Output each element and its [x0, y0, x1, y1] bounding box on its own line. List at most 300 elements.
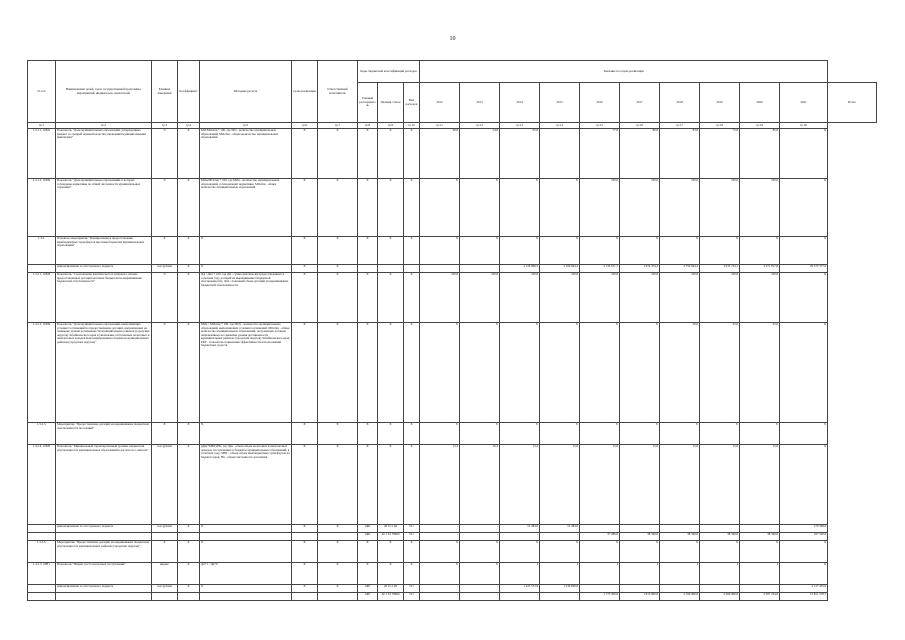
table-cell: 2 587 234,0 — [740, 592, 780, 600]
table-cell: X — [660, 422, 700, 444]
table-cell: 511 — [404, 532, 420, 540]
table-cell: X — [780, 236, 828, 264]
table-cell — [152, 532, 178, 540]
table-cell: X — [700, 422, 740, 444]
table-cell — [660, 584, 700, 592]
table-cell: X — [200, 524, 292, 532]
table-cell: X — [780, 444, 828, 524]
table-cell: 54,0 — [460, 128, 500, 178]
table-cell: Показатель "Соотношение фактического и планового объема предоставленных дотаций местным бюджетам на выравнивание бюджетной обеспеченности" — [56, 272, 152, 322]
table-cell: X — [178, 562, 200, 584]
header-year-2019: 2019 — [700, 83, 740, 123]
table-cell: X — [460, 422, 500, 444]
table-cell: 15,0 — [660, 444, 700, 524]
table-row — [28, 422, 877, 444]
table-cell: 25,0 — [740, 322, 780, 422]
column-number-cell: гр.18 — [700, 123, 740, 129]
table-cell: X — [318, 128, 358, 178]
table-cell: Показатель "Доля муниципальных образований, в которых соблюдены нормативы по общей численности муниципальных служащих" — [56, 178, 152, 236]
table-cell: 20 1 32 78060 — [378, 532, 404, 540]
table-cell: X — [780, 562, 828, 584]
column-number-cell: гр.20 — [780, 123, 828, 129]
table-cell: 1.3.1.1. 10М1 — [28, 128, 56, 178]
table-cell: % — [152, 128, 178, 178]
table-cell: X — [420, 322, 460, 422]
table-cell: X — [620, 422, 660, 444]
table-cell: 167 520,0 — [780, 532, 828, 540]
table-cell: 100,0 — [420, 272, 460, 322]
table-cell: - — [540, 532, 580, 540]
table-cell: 15 851 578,7 — [780, 592, 828, 600]
table-cell: 38 349,0 — [700, 532, 740, 540]
table-cell: X — [318, 444, 358, 524]
table-cell: X — [292, 422, 318, 444]
table-cell: 1401 — [358, 592, 378, 600]
table-cell: 1.3.2. — [28, 236, 56, 264]
table-cell: X — [318, 322, 358, 422]
column-number-cell: гр.7 — [318, 123, 358, 129]
table-cell: Дн+1 / Дн+0 — [200, 562, 292, 584]
table-cell: X — [700, 540, 740, 562]
table-cell: 16,3 — [460, 444, 500, 524]
table-cell: X — [358, 444, 378, 524]
table-cell: X — [780, 540, 828, 562]
table-cell: Мероприятие "Предоставление дотаций на выравнивание бюджетной обеспеченности муниципальных районов (городских округов)" — [56, 540, 152, 562]
table-cell — [740, 524, 780, 532]
table-cell: X — [540, 322, 580, 422]
table-cell — [700, 524, 740, 532]
table-cell: 100,0 — [460, 272, 500, 322]
table-cell: 2 126 608,5 — [500, 264, 540, 272]
table-cell: 2 169 664,2 — [540, 264, 580, 272]
table-cell: X — [378, 128, 404, 178]
header-num: № п/п — [28, 61, 56, 123]
table-cell: X — [292, 272, 318, 322]
table-cell: МОу / МОобщ * 100, где МОу - количество муниципальных образований, выполняющих условия Соглашений; МОобщ - общее количество муниципальных образований, получающих дотации, направленных на снижение уровня дотационности муниципальных районов (городских округов) Забайкальского края; РКУ - показатель повышения эффективности использования бюджетных средств — [200, 322, 292, 422]
column-number-cell: гр.12 — [460, 123, 500, 129]
table-cell: X — [358, 422, 378, 444]
table-cell: X — [404, 236, 420, 264]
table-cell: X — [500, 422, 540, 444]
table-cell: X — [200, 540, 292, 562]
table-cell: X — [580, 236, 620, 264]
table-cell: 83,0 — [660, 128, 700, 178]
table-cell: 20,0 — [660, 322, 700, 422]
table-cell: 13,3 — [420, 444, 460, 524]
table-cell: % — [152, 178, 178, 236]
table-cell: 2 145 671,7 — [580, 264, 620, 272]
table-cell: - — [420, 592, 460, 600]
header-bk-cs: Целевая статья — [378, 83, 404, 123]
table-cell: 15,0 — [700, 444, 740, 524]
header-exec: Ответственный исполнитель — [318, 61, 358, 123]
table-cell: 15,0 — [620, 444, 660, 524]
table-cell: 38 349,0 — [620, 532, 660, 540]
table-cell: 511 — [404, 592, 420, 600]
table-cell: 170 568,0 — [780, 524, 828, 532]
table-cell: 1 425 573,9 — [500, 584, 540, 592]
table-cell: X — [178, 272, 200, 322]
table-row — [28, 128, 877, 178]
table-cell: X — [200, 264, 292, 272]
header-year-2020: 2020 — [740, 83, 780, 123]
table-cell: X — [404, 540, 420, 562]
table-cell: X — [540, 236, 580, 264]
table-cell: X — [318, 178, 358, 236]
table-cell: 51 284,0 — [540, 524, 580, 532]
table-cell: X — [420, 540, 460, 562]
table-cell: X — [200, 422, 292, 444]
table-cell — [178, 532, 200, 540]
table-cell: 3 035 734,1 — [700, 264, 740, 272]
table-cell: 1 539 840,0 — [540, 584, 580, 592]
table-cell — [620, 524, 660, 532]
table-cell: X — [740, 540, 780, 562]
header-years-group: Значение по годам реализации — [420, 61, 828, 83]
table-cell: % — [152, 322, 178, 422]
table-cell: X — [200, 584, 292, 592]
header-bk-group: Коды бюджетной классификации расходов — [358, 61, 420, 83]
column-number-cell: гр.17 — [660, 123, 700, 129]
table-cell: 2 127 455,9 — [780, 584, 828, 592]
table-cell: X — [178, 444, 200, 524]
table-cell: 2 700 000,0 — [660, 592, 700, 600]
table-cell: 65,0 — [500, 128, 540, 178]
table-cell: 100,0 — [620, 272, 660, 322]
table-cell: - — [460, 584, 500, 592]
table-cell: X — [540, 422, 580, 444]
table-cell: X — [378, 562, 404, 584]
table-cell: 100,0 — [660, 178, 700, 236]
table-cell — [660, 524, 700, 532]
budget-table-sheet — [27, 60, 877, 601]
table-cell: - — [500, 532, 540, 540]
table-cell: X — [500, 540, 540, 562]
table-cell: 15,0 — [540, 444, 580, 524]
header-bk-grbs: Главный распорядитель — [358, 83, 378, 123]
table-cell: X — [318, 422, 358, 444]
header-year-2014: 2014 — [500, 83, 540, 123]
page-number: 10 — [449, 36, 456, 42]
table-cell: X — [420, 178, 460, 236]
table-cell — [420, 264, 460, 272]
table-cell: тыс.рублей — [152, 584, 178, 592]
header-total: Итого — [828, 83, 877, 123]
table-cell: X — [404, 562, 420, 584]
table-cell — [152, 592, 178, 600]
table-cell: X — [460, 540, 500, 562]
table-cell — [292, 532, 318, 540]
header-method: Методика расчета — [200, 61, 292, 123]
table-cell — [378, 264, 404, 272]
table-cell: X — [292, 264, 318, 272]
table-cell: X — [780, 128, 828, 178]
table-cell: 2 750 944,2 — [660, 264, 700, 272]
table-cell: X — [358, 272, 378, 322]
table-cell: X — [358, 322, 378, 422]
table-cell: 51 284,0 — [500, 524, 540, 532]
header-year-2017: 2017 — [620, 83, 660, 123]
table-cell: 1.3.2.1. 10МЗ — [28, 272, 56, 322]
table-cell: X — [178, 322, 200, 422]
column-number-cell: гр.5 — [200, 123, 292, 129]
header-year-2013: 2013 — [460, 83, 500, 123]
table-cell — [28, 532, 56, 540]
table-cell: индекс — [152, 562, 178, 584]
table-cell — [358, 264, 378, 272]
table-cell: 15,0 — [580, 444, 620, 524]
column-number-cell: гр.1 — [28, 123, 56, 129]
table-cell: - — [460, 524, 500, 532]
table-cell: Мероприятие "Предоставление дотаций на выравнивание бюджетной обеспеченности поселений" — [56, 422, 152, 444]
table-cell — [292, 592, 318, 600]
table-cell: Показатель "Доля муниципальных образований, утвержденных бюджет со средней оценкой качества управления муниципальными финансами" — [56, 128, 152, 178]
table-row — [28, 584, 877, 592]
table-cell: 75,0 — [700, 128, 740, 178]
column-number-cell: гр.8 — [358, 123, 378, 129]
table-cell: X — [460, 236, 500, 264]
column-number-cell: гр.4 — [178, 123, 200, 129]
table-cell: 100,0 — [740, 178, 780, 236]
table-cell: X — [358, 236, 378, 264]
table-cell: X — [780, 422, 828, 444]
table-cell: Основное мероприятие "Планирование и предоставление межбюджетных трансфертов местным бюджетам муниципальных образований" — [56, 236, 152, 264]
table-cell: 1 773 500,6 — [580, 592, 620, 600]
table-cell: X — [378, 444, 404, 524]
table-cell: 80,0 — [620, 128, 660, 178]
table-cell: X — [500, 322, 540, 422]
table-cell: 1.3.2.3. — [28, 422, 56, 444]
table-cell: X — [500, 178, 540, 236]
table-cell: 25,0 — [700, 322, 740, 422]
table-cell: X — [404, 422, 420, 444]
table-cell: - — [500, 592, 540, 600]
table-cell: 1 — [620, 562, 660, 584]
table-cell — [540, 128, 580, 178]
table-cell: 100,0 — [700, 178, 740, 236]
table-row — [28, 178, 877, 236]
table-cell: X — [318, 524, 358, 532]
table-cell: X — [292, 178, 318, 236]
table-cell: - — [420, 532, 460, 540]
table-cell: финансирование за счет краевого бюджета — [56, 584, 152, 592]
budget-indicators-table — [27, 60, 877, 601]
table-cell: X — [500, 236, 540, 264]
table-cell: X — [660, 540, 700, 562]
table-cell — [56, 532, 152, 540]
table-cell: 100,0 — [740, 272, 780, 322]
table-cell: 1.3.2.4. 10М5 — [28, 444, 56, 524]
table-cell: X — [540, 540, 580, 562]
table-cell: 13,2 — [500, 444, 540, 524]
table-cell: X — [178, 178, 200, 236]
table-cell: МОн/МОобщ * 100, где МОн - количество муниципальных образований, соблюдающих нормативы; МОобщ - общее количество муниципальных образований — [200, 178, 292, 236]
table-cell: X — [404, 128, 420, 178]
column-number-cell: гр.16 — [620, 123, 660, 129]
header-name: Наименование целей, задач государственной программы, мероприятий, индикаторов, показателей — [56, 61, 152, 123]
table-cell: X — [700, 236, 740, 264]
table-cell: Показатель "Минимальный гарантированный уровень бюджетной обеспеченности муниципальных образований в расчете на 1 жителя" — [56, 444, 152, 524]
table-cell: X — [620, 322, 660, 422]
table-cell: X — [292, 128, 318, 178]
table-cell: 3 471 817,8 — [740, 264, 780, 272]
table-cell: 1.3.2.5. — [28, 540, 56, 562]
table-cell: X — [404, 322, 420, 422]
table-cell — [318, 532, 358, 540]
column-number-cell: гр.11 — [420, 123, 460, 129]
column-number-cell: гр.9 — [378, 123, 404, 129]
header-year-2018: 2018 — [660, 83, 700, 123]
table-cell: МО/МОобщ * 100, где МО - количество муниципальных образований; МОобщ - общее количество муниципальных образований — [200, 128, 292, 178]
table-cell: X — [292, 444, 318, 524]
table-cell: X — [620, 236, 660, 264]
table-cell: X — [318, 272, 358, 322]
table-cell: 20 0 11 40 — [378, 584, 404, 592]
table-cell: X — [358, 562, 378, 584]
table-cell: Показатель "Индекс роста налоговых поступлений" — [56, 562, 152, 584]
table-row — [28, 532, 877, 540]
table-cell: X — [620, 540, 660, 562]
table-cell: X — [318, 584, 358, 592]
header-year-2015: 2015 — [540, 83, 580, 123]
table-cell: X — [292, 562, 318, 584]
table-cell: 77,0 — [580, 128, 620, 178]
table-cell: X — [660, 236, 700, 264]
table-cell: - — [540, 592, 580, 600]
table-cell: X — [358, 540, 378, 562]
table-cell: 100,0 — [580, 272, 620, 322]
table-cell: 1401 — [358, 524, 378, 532]
table-cell: X — [152, 236, 178, 264]
table-cell: 100,0 — [700, 272, 740, 322]
header-year-2012: 2012 — [420, 83, 460, 123]
table-row — [28, 540, 877, 562]
table-cell — [580, 524, 620, 532]
table-cell: 49,0 — [420, 128, 460, 178]
table-cell: X — [420, 562, 460, 584]
table-cell: 100,0 — [540, 272, 580, 322]
table-cell: X — [292, 236, 318, 264]
table-cell: X — [780, 322, 828, 422]
table-cell: тыс.рублей — [152, 524, 178, 532]
table-cell: X — [318, 264, 358, 272]
header-coef: Коэффициент — [178, 61, 200, 123]
table-cell — [620, 584, 660, 592]
header-year-2016: 2016 — [580, 83, 620, 123]
table-cell: 29 572 577,0 — [780, 264, 828, 272]
table-cell — [700, 584, 740, 592]
table-cell: X — [200, 236, 292, 264]
table-cell: X — [780, 178, 828, 236]
header-bk-vr: Вид расходов — [404, 83, 420, 123]
table-cell — [200, 532, 292, 540]
table-cell: X — [178, 236, 200, 264]
table-cell: X — [580, 322, 620, 422]
table-cell: X — [740, 422, 780, 444]
table-cell: X — [378, 422, 404, 444]
table-cell: (Дрн+МБТ)/Нп, где Дрн - объем объем налоговых и неналоговых доходов, поступающих в бюджеты муниципальных образований, в отчетном году; МБТ - объем объем межбюджетных трансфертов из бюджета края; Нп - общая численность населения — [200, 444, 292, 524]
table-cell: X — [292, 524, 318, 532]
table-cell: X — [420, 422, 460, 444]
column-number-cell: гр.6 — [292, 123, 318, 129]
table-row — [28, 562, 877, 584]
table-cell: 38 349,0 — [740, 532, 780, 540]
table-cell: X — [378, 236, 404, 264]
table-cell — [28, 592, 56, 600]
table-cell: - — [420, 584, 460, 592]
table-cell: 1 674 474,3 — [620, 264, 660, 272]
table-cell: X — [292, 584, 318, 592]
column-number-cell: гр.3 — [152, 123, 178, 129]
table-cell — [318, 592, 358, 600]
table-cell: X — [404, 178, 420, 236]
table-cell: 1 — [580, 562, 620, 584]
table-row — [28, 322, 877, 422]
table-cell: 1 — [740, 562, 780, 584]
table-cell: 1401 — [358, 532, 378, 540]
table-cell: X — [178, 584, 200, 592]
table-cell — [460, 264, 500, 272]
table-cell: X — [178, 524, 200, 532]
header-unit: Единица измерения — [152, 61, 178, 123]
table-cell: 38 349,0 — [660, 532, 700, 540]
table-cell: 100,0 — [660, 272, 700, 322]
table-cell: 2 500 000,0 — [700, 592, 740, 600]
table-row — [28, 592, 877, 600]
table-cell: 511 — [404, 584, 420, 592]
table-cell: X — [580, 540, 620, 562]
table-cell: X — [378, 322, 404, 422]
table-cell: финансирование за счет краевого бюджета — [56, 524, 152, 532]
table-cell: X — [178, 540, 200, 562]
table-cell: 100,0 — [500, 272, 540, 322]
table-cell: X — [318, 236, 358, 264]
table-cell: X — [178, 422, 200, 444]
table-cell: Показатель "Доля муниципальных образований, выполняющих условия Соглашений по предоставлению дотаций, направленных на снижение уровня дотационности муниципальных районов (городских округов) Забайкальского края и увеличение собственных налоговых и неналоговых доходов консолидированных бюджетов муниципальных районов (городских округов)" — [56, 322, 152, 422]
table-cell: X — [358, 128, 378, 178]
table-cell: 1401 — [358, 584, 378, 592]
table-cell: 1.3.2.5. 10Н1 — [28, 562, 56, 584]
header-row-top — [28, 61, 877, 83]
table-cell: % — [152, 272, 178, 322]
table-row — [28, 444, 877, 524]
table-cell: X — [404, 272, 420, 322]
table-cell: X — [318, 562, 358, 584]
table-cell: X — [178, 264, 200, 272]
table-cell: тыс.рублей — [152, 444, 178, 524]
table-cell: 15,0 — [740, 444, 780, 524]
table-cell — [28, 584, 56, 592]
table-cell: X — [378, 272, 404, 322]
column-number-cell: гр.2 — [56, 123, 152, 129]
table-cell: 100,0 — [580, 178, 620, 236]
table-cell: тыс.рублей — [152, 264, 178, 272]
table-cell: X — [780, 272, 828, 322]
table-cell: - — [420, 524, 460, 532]
table-cell: X — [378, 178, 404, 236]
table-cell: X — [540, 178, 580, 236]
table-cell: X — [178, 128, 200, 178]
table-row — [28, 272, 877, 322]
table-cell: X — [378, 540, 404, 562]
table-cell: 20 1 32 78060 — [378, 592, 404, 600]
header-year-2021: 2021 — [780, 83, 828, 123]
table-cell: X — [580, 422, 620, 444]
column-number-cell: гр.14 — [540, 123, 580, 129]
table-cell — [580, 584, 620, 592]
table-cell: 100,0 — [620, 178, 660, 236]
table-cell: X — [292, 540, 318, 562]
